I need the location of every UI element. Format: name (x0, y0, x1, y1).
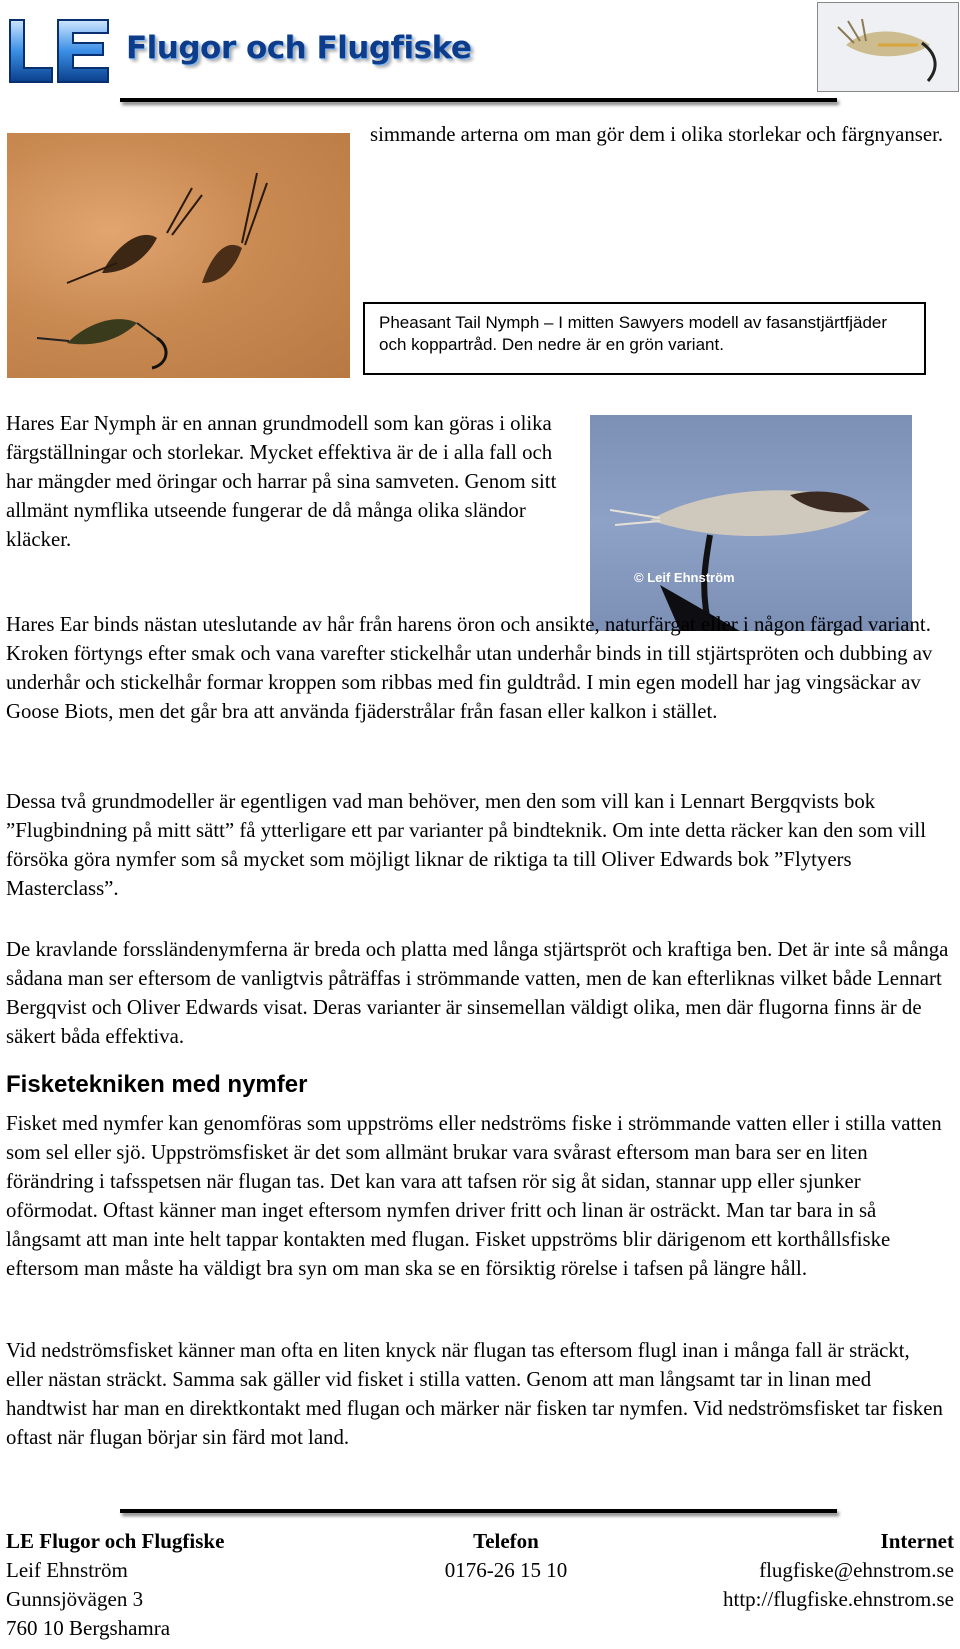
footer-email-link[interactable]: flugfiske@ehnstrom.se (759, 1558, 954, 1582)
logo-title: Flugor och Flugfiske (126, 30, 472, 66)
technique-paragraph-2: Vid nedströmsfisket känner man ofta en liten knyck när flugan tas eftersom flugl inan i många fall är sträckt, eller nästan sträckt. Samma sak gäller vid fisket i stilla vatten. Genom att man långsamt tar in linan med handtwist har man en direktkontakt med flugan och märker när fisken tar nymfen. Vid nedströmsfisket tar fisken oftast när flugan börjar sin färd mot land. (6, 1339, 943, 1449)
footer-street: Gunnsjövägen 3 (6, 1587, 144, 1611)
footer-internet-col (723, 1527, 954, 1614)
hares-ear-nymph-photo (590, 415, 912, 631)
models-paragraph: Dessa två grundmodeller är egentligen vad man behöver, men den som vill kan i Lennart Bergqvists bok ”Flugbindning på mitt sätt” få ytterligare ett par varianter på bindteknik. Om inte detta räcker kan den som vill försöka göra nymfer som så mycket som möjligt liknar de riktiga ta till Oliver Edwards bok ”Flytyers Masterclass”. (6, 790, 926, 900)
footer-website-link[interactable]: http://flugfiske.ehnstrom.se (723, 1587, 954, 1611)
footer-phone-col (406, 1527, 606, 1585)
hares-ear-paragraph-2: Hares Ear binds nästan uteslutande av hår från harens öron och ansikte, naturfärgat eller i någon färgad variant. Kroken förtyngs efter smak och vana varefter stickelhår utan underhår binds in till stjärtspröten och dubbing av underhår och stickelhår formar kroppen som ribbas med fin guldtråd. I min egen modell har jag vingsäckar av Goose Biots, men det går bra att använda fjäderstrålar från fasan eller kalkon i stället. (6, 613, 933, 723)
footer-internet-label: Internet (880, 1529, 954, 1553)
hares-ear-paragraph-1: Hares Ear Nymph är en annan grundmodell som kan göras i olika färgställningar och storlekar. Mycket effektiva är de i alla fall och har mängder med öringar och harrar på sina samveten. Genom sitt allmänt nymflika utseende fungerar de då många olika sländor kläcker. (6, 412, 557, 551)
footer-postal: 760 10 Bergshamra (6, 1616, 171, 1640)
logo-le (6, 14, 114, 88)
technique-paragraph-1: Fisket med nymfer kan genomföras som uppströms eller nedströms fiske i strömmande vatten eller i stilla vatten som sel eller sjö. Uppströmsfisket är det som allmänt brukar vara svårast eftersom man bara ser en liten förändring i tafsspetsen när flugan tas. Det kan vara att tafsen rör sig åt sidan, stannar upp eller sjunker oförmodat. Oftast känner man inget eftersom nymfen driver fritt och linan är osträckt. Man tar bara in så långsamt att man inte helt tappar kontakten med flugan. Fisket uppströms blir därigenom ett korthållsfiske eftersom man måste ha väldigt bra syn om man ska se en försiktig rörelse i tafsen på längre håll. (6, 1112, 942, 1280)
pheasant-tail-nymphs-photo (7, 133, 350, 378)
fly-thumbnail-image (817, 2, 959, 92)
header-divider (120, 98, 837, 102)
footer-name: Leif Ehnström (6, 1558, 128, 1582)
footer-address (6, 1527, 224, 1643)
footer-phone[interactable]: 0176-26 15 10 (444, 1558, 568, 1582)
section-heading: Fisketekniken med nymfer (6, 1071, 308, 1098)
crawling-nymphs-paragraph: De kravlande forssländenymferna är breda och platta med långa stjärtspröt och kraftiga ben. Det är inte så många sådana man ser eftersom de vanligtvis påträffas i strömmande vatten, men de kan efterliknas vilket både Lennart Bergqvist och Oliver Edwards visat. Deras varianter är sinsemellan väldigt olika, men där flugorna finns är de säkert båda effektiva. (6, 938, 949, 1048)
footer-company: LE Flugor och Flugfiske (6, 1529, 225, 1553)
intro-paragraph: simmande arterna om man gör dem i olika storlekar och färgnyanser. (370, 123, 944, 146)
footer-phone-label: Telefon (473, 1529, 539, 1553)
photo-credit: © Leif Ehnström (634, 570, 735, 585)
photo-caption: Pheasant Tail Nymph – I mitten Sawyers modell av fasanstjärtfjäder och koppartråd. Den nedre är en grön variant. (363, 302, 926, 375)
footer-divider (120, 1509, 837, 1513)
